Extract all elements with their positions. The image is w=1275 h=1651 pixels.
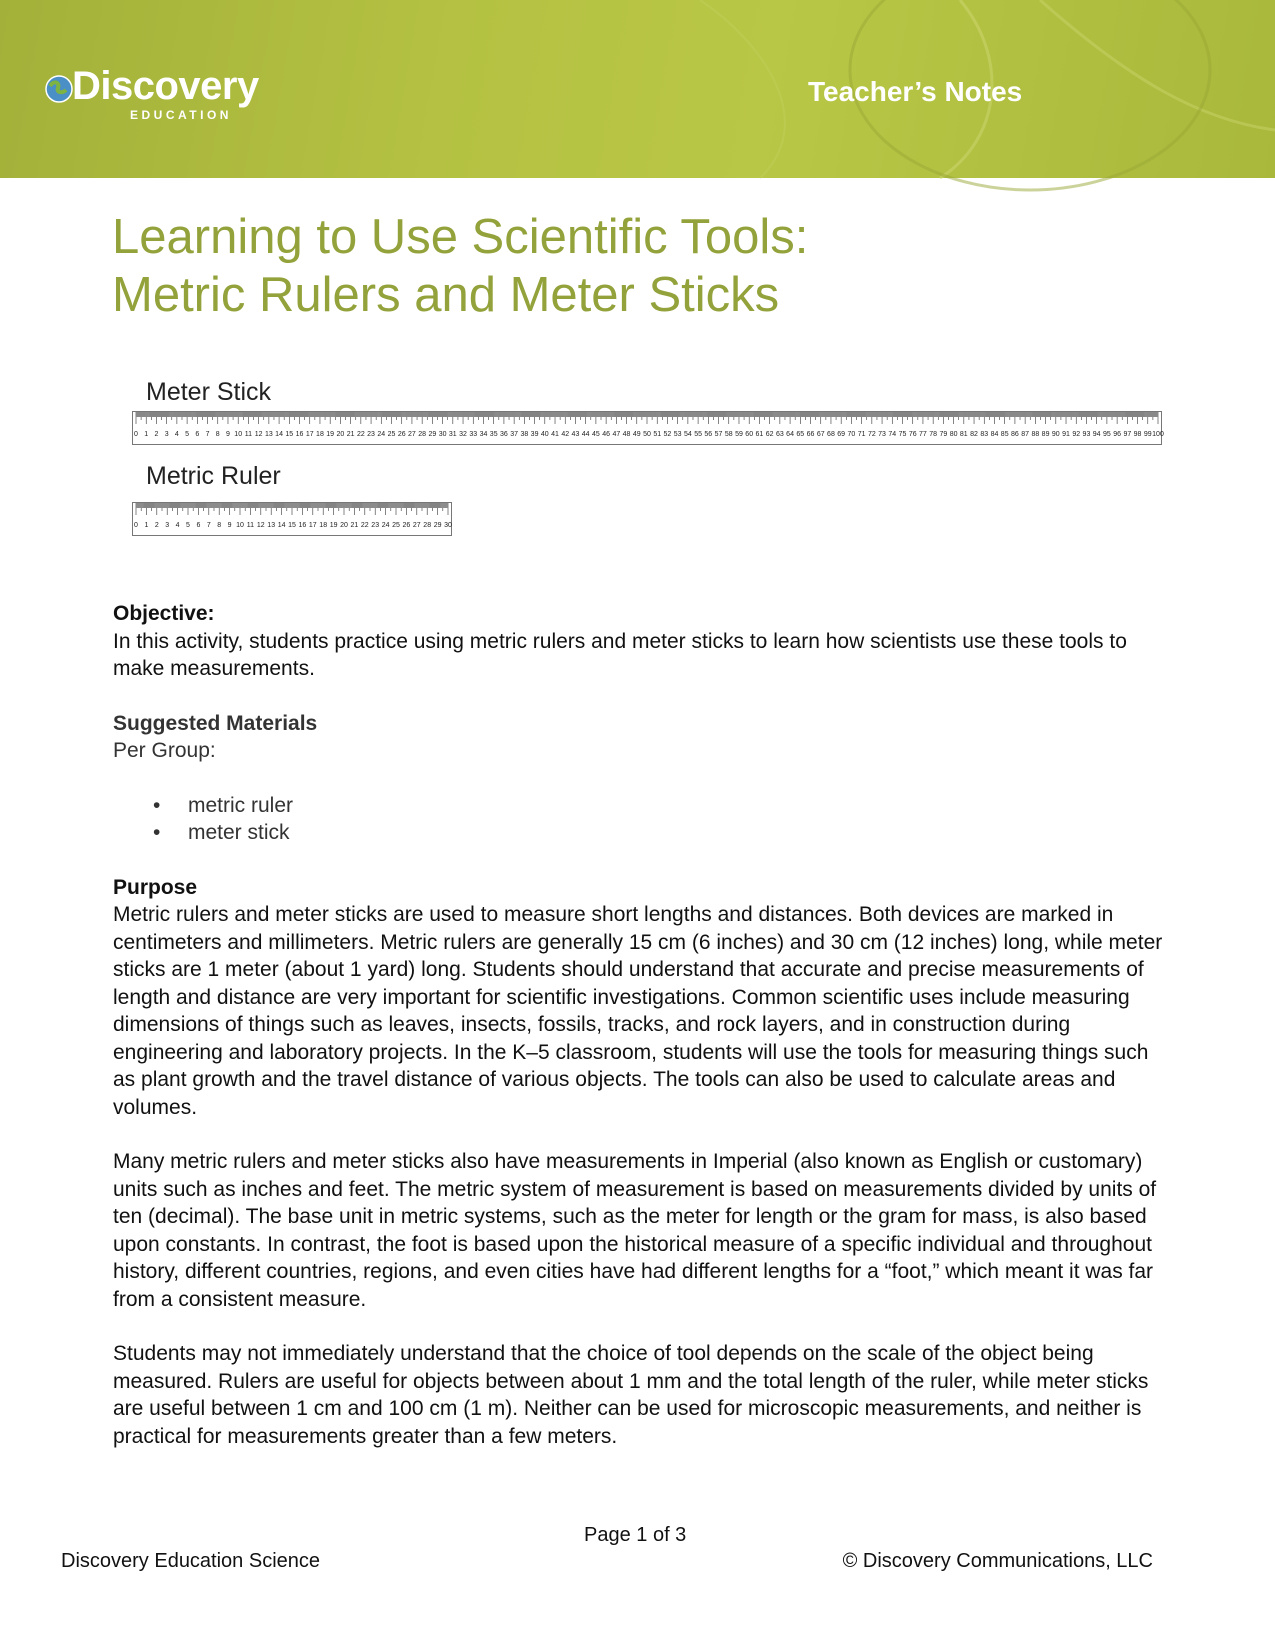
ruler-cm-label: 62: [765, 431, 774, 438]
ruler-cm-label: 14: [277, 522, 286, 529]
ruler-cm-label: 61: [755, 431, 764, 438]
ruler-cm-label: 47: [612, 431, 621, 438]
meter-stick-label: Meter Stick: [146, 378, 272, 406]
ruler-cm-label: 83: [980, 431, 989, 438]
ruler-cm-label: 16: [295, 431, 304, 438]
ruler-cm-label: 71: [857, 431, 866, 438]
ruler-cm-label: 2: [154, 522, 159, 529]
ruler-cm-label: 28: [423, 522, 432, 529]
ruler-cm-label: 25: [387, 431, 396, 438]
globe-icon: [44, 74, 74, 104]
ruler-cm-label: 49: [632, 431, 641, 438]
ruler-cm-label: 7: [206, 522, 211, 529]
metric-ruler-label: Metric Ruler: [146, 462, 281, 490]
ruler-cm-label: 59: [735, 431, 743, 438]
ruler-cm-label: 22: [356, 431, 365, 438]
ruler-cm-label: 45: [592, 431, 600, 438]
ruler-cm-label: 31: [448, 431, 457, 438]
ruler-cm-label: 19: [329, 522, 338, 529]
ruler-cm-label: 30: [438, 431, 447, 438]
ruler-cm-label: 15: [288, 522, 296, 529]
objective-text: In this activity, students practice using metric rulers and meter sticks to learn how scientists use these tools to make measurements.: [113, 629, 1127, 680]
ruler-cm-label: 57: [714, 431, 723, 438]
ruler-cm-label: 4: [174, 431, 179, 438]
ruler-cm-label: 4: [175, 522, 180, 529]
ruler-cm-label: 1: [144, 431, 149, 438]
ruler-cm-label: 93: [1082, 431, 1091, 438]
ruler-cm-label: 87: [1021, 431, 1030, 438]
ruler-cm-label: 97: [1123, 431, 1132, 438]
ruler-cm-label: 27: [408, 431, 416, 438]
ruler-cm-label: 39: [530, 431, 539, 438]
ruler-cm-label: 94: [1092, 431, 1101, 438]
ruler-cm-label: 25: [392, 522, 400, 529]
ruler-cm-label: 41: [551, 431, 559, 438]
metric-ruler-illustration: [132, 502, 452, 536]
ruler-cm-label: 67: [816, 431, 825, 438]
ruler-cm-label: 42: [561, 431, 570, 438]
ruler-cm-label: 63: [775, 431, 784, 438]
ruler-cm-label: 52: [663, 431, 672, 438]
ruler-cm-label: 40: [540, 431, 549, 438]
ruler-cm-label: 54: [683, 431, 692, 438]
list-item: [113, 819, 1163, 847]
ruler-cm-label: 26: [402, 522, 411, 529]
ruler-cm-label: 10: [236, 522, 244, 529]
ruler-cm-label: 56: [704, 431, 713, 438]
purpose-paragraph-1: Metric rulers and meter sticks are used to measure short lengths and distances. Both devices are marked in centimeters and millimeters. Metric rulers are generally 15 cm (6 inches) and 30 cm (12 inches) long, while meter sticks are 1 meter (about 1 yard) long. Students should understand that accurate and precise measurements of length and distance are very important for scientific investigations. Common scientific uses include measuring dimensions of things such as leaves, insects, fossils, tracks, and rock layers, and in construction during engineering and laboratory projects. In the K–5 classroom, students will use the tools for measuring things such as plant growth and the travel distance of various objects. The tools can also be used to calculate areas and volumes.: [113, 903, 1163, 1119]
ruler-cm-label: 72: [867, 431, 876, 438]
ruler-cm-label: 77: [919, 431, 927, 438]
logo-wordmark: Discovery: [72, 64, 259, 108]
ruler-cm-label: 24: [377, 431, 386, 438]
ruler-cm-label: 35: [489, 431, 498, 438]
purpose-paragraph-3: Students may not immediately understand that the choice of tool depends on the scale of the object being measured. Rulers are useful for objects between about 1 mm and the total length of the ruler, while meter sticks are useful between 1 cm and 100 cm (1 m). Neither can be used for microscopic measurements, and neither is practical for measurements greater than a few meters.: [113, 1342, 1149, 1448]
ruler-cm-label: 17: [305, 431, 314, 438]
ruler-cm-label: 50: [643, 431, 651, 438]
ruler-cm-label: 21: [346, 431, 355, 438]
ruler-cm-label: 58: [724, 431, 733, 438]
per-group-label: Per Group:: [113, 739, 216, 762]
ruler-cm-label: 6: [196, 522, 201, 529]
ruler-cm-label: 23: [371, 522, 380, 529]
ruler-cm-label: 6: [195, 431, 200, 438]
material-item: meter stick: [188, 821, 290, 844]
ruler-cm-label: 89: [1041, 431, 1050, 438]
ruler-cm-label: 30: [444, 522, 452, 529]
ruler-cm-label: 80: [949, 431, 958, 438]
ruler-cm-label: 12: [256, 522, 265, 529]
ruler-cm-label: 23: [367, 431, 375, 438]
ruler-cm-label: 13: [264, 431, 273, 438]
ruler-cm-label: 44: [581, 431, 590, 438]
purpose-paragraph-2: Many metric rulers and meter sticks also have measurements in Imperial (also known as English or customary) units such as inches and feet. The metric system of measurement is based on measurements divided by units of ten (decimal). The base unit in metric systems, such as the meter for length or the gram for mass, is also based upon constants. In contrast, the foot is based upon the historical measure of a specific individual and throughout history, different countries, regions, and even cities have had different lengths for a “foot,” which meant it was far from a consistent measure.: [113, 1150, 1157, 1311]
ruler-cm-label: 24: [381, 522, 390, 529]
bullet-icon: •: [153, 821, 161, 844]
ruler-cm-label: 86: [1011, 431, 1019, 438]
ruler-cm-label: 15: [285, 431, 294, 438]
ruler-cm-label: 37: [510, 431, 519, 438]
footer-left-text: Discovery Education Science: [61, 1550, 321, 1572]
objective-heading: Objective:: [113, 602, 215, 625]
list-item: [113, 792, 1163, 820]
ruler-cm-label: 78: [929, 431, 938, 438]
ruler-cm-label: 18: [316, 431, 324, 438]
ruler-cm-label: 79: [939, 431, 948, 438]
ruler-cm-label: 82: [970, 431, 978, 438]
header-banner: [0, 0, 1275, 178]
bullet-icon: •: [153, 793, 161, 817]
ruler-cm-label: 53: [673, 431, 682, 438]
ruler-cm-label: 3: [164, 431, 169, 438]
purpose-heading: Purpose: [113, 875, 198, 899]
ruler-cm-label: 98: [1133, 431, 1142, 438]
ruler-cm-label: 29: [428, 431, 437, 438]
ruler-cm-label: 68: [827, 431, 835, 438]
ruler-cm-label: 20: [340, 522, 348, 529]
ruler-cm-label: 92: [1072, 431, 1081, 438]
ruler-cm-label: 81: [959, 431, 968, 438]
ruler-cm-label: 16: [298, 522, 307, 529]
ruler-cm-label: 14: [275, 431, 283, 438]
materials-heading: Suggested Materials: [113, 711, 318, 735]
logo-subtitle: EDUCATION: [130, 108, 232, 122]
footer-copyright: © Discovery Communications, LLC: [842, 1550, 1153, 1572]
ruler-cm-label: 21: [350, 522, 359, 529]
ruler-cm-label: 66: [806, 431, 815, 438]
ruler-cm-label: 8: [215, 431, 220, 438]
ruler-cm-label: 33: [469, 431, 478, 438]
ruler-cm-label: 70: [847, 431, 856, 438]
ruler-cm-label: 0: [134, 431, 138, 438]
ruler-cm-label: 69: [837, 431, 846, 438]
ruler-cm-label: 13: [267, 522, 276, 529]
ruler-cm-label: 96: [1113, 431, 1122, 438]
ruler-cm-label: 29: [433, 522, 442, 529]
title-line-2: Metric Rulers and Meter Sticks: [112, 268, 780, 322]
ruler-cm-label: 51: [653, 431, 662, 438]
ruler-cm-label: 5: [186, 522, 190, 529]
ruler-cm-label: 84: [990, 431, 999, 438]
ruler-cm-label: 2: [154, 431, 159, 438]
ruler-cm-label: 55: [694, 431, 702, 438]
ruler-cm-label: 36: [500, 431, 508, 438]
ruler-cm-label: 38: [520, 431, 529, 438]
ruler-cm-label: 91: [1062, 431, 1070, 438]
title-line-1: Learning to Use Scientific Tools:: [112, 210, 809, 264]
ruler-cm-label: 10: [234, 431, 243, 438]
ruler-cm-label: 65: [796, 431, 805, 438]
ruler-cm-label: 1: [144, 522, 149, 529]
ruler-cm-label: 9: [226, 431, 230, 438]
ruler-cm-label: 8: [217, 522, 222, 529]
ruler-cm-label: 34: [479, 431, 488, 438]
ruler-cm-label: 32: [459, 431, 467, 438]
ruler-cm-label: 88: [1031, 431, 1040, 438]
section-label: Teacher’s Notes: [808, 76, 1023, 107]
ruler-cm-label: 11: [244, 431, 253, 438]
ruler-cm-label: 28: [418, 431, 427, 438]
ruler-cm-label: 60: [745, 431, 754, 438]
ruler-cm-label: 99: [1143, 431, 1152, 438]
ruler-cm-label: 9: [227, 522, 232, 529]
ruler-cm-label: 12: [254, 431, 263, 438]
ruler-cm-label: 43: [571, 431, 580, 438]
ruler-cm-label: 17: [308, 522, 317, 529]
meter-stick-illustration: [132, 411, 1162, 445]
ruler-cm-label: 75: [898, 431, 907, 438]
ruler-cm-label: 11: [246, 522, 255, 529]
ruler-cm-label: 73: [878, 431, 886, 438]
ruler-cm-label: 64: [786, 431, 794, 438]
ruler-cm-label: 26: [397, 431, 406, 438]
ruler-cm-label: 85: [1000, 431, 1009, 438]
ruler-cm-label: 22: [360, 522, 369, 529]
page-title: [112, 208, 1172, 324]
ruler-cm-label: 7: [205, 431, 210, 438]
ruler-cm-label: 48: [622, 431, 631, 438]
ruler-cm-label: 74: [888, 431, 897, 438]
ruler-cm-label: 5: [185, 431, 190, 438]
discovery-education-logo: [44, 64, 284, 128]
materials-list: [113, 792, 1163, 847]
ruler-cm-label: 18: [319, 522, 328, 529]
ruler-cm-label: 0: [134, 522, 138, 529]
ruler-cm-label: 90: [1051, 431, 1060, 438]
ruler-cm-label: 100: [1152, 431, 1164, 438]
ruler-cm-label: 46: [602, 431, 611, 438]
ruler-cm-label: 20: [336, 431, 345, 438]
page-number: Page 1 of 3: [584, 1524, 687, 1546]
material-item: metric ruler: [188, 793, 294, 817]
main-content: [113, 600, 1163, 1477]
ruler-cm-label: 3: [165, 522, 170, 529]
ruler-cm-label: 19: [326, 431, 335, 438]
ruler-cm-label: 76: [908, 431, 917, 438]
ruler-cm-label: 95: [1103, 431, 1111, 438]
ruler-cm-label: 27: [412, 522, 421, 529]
